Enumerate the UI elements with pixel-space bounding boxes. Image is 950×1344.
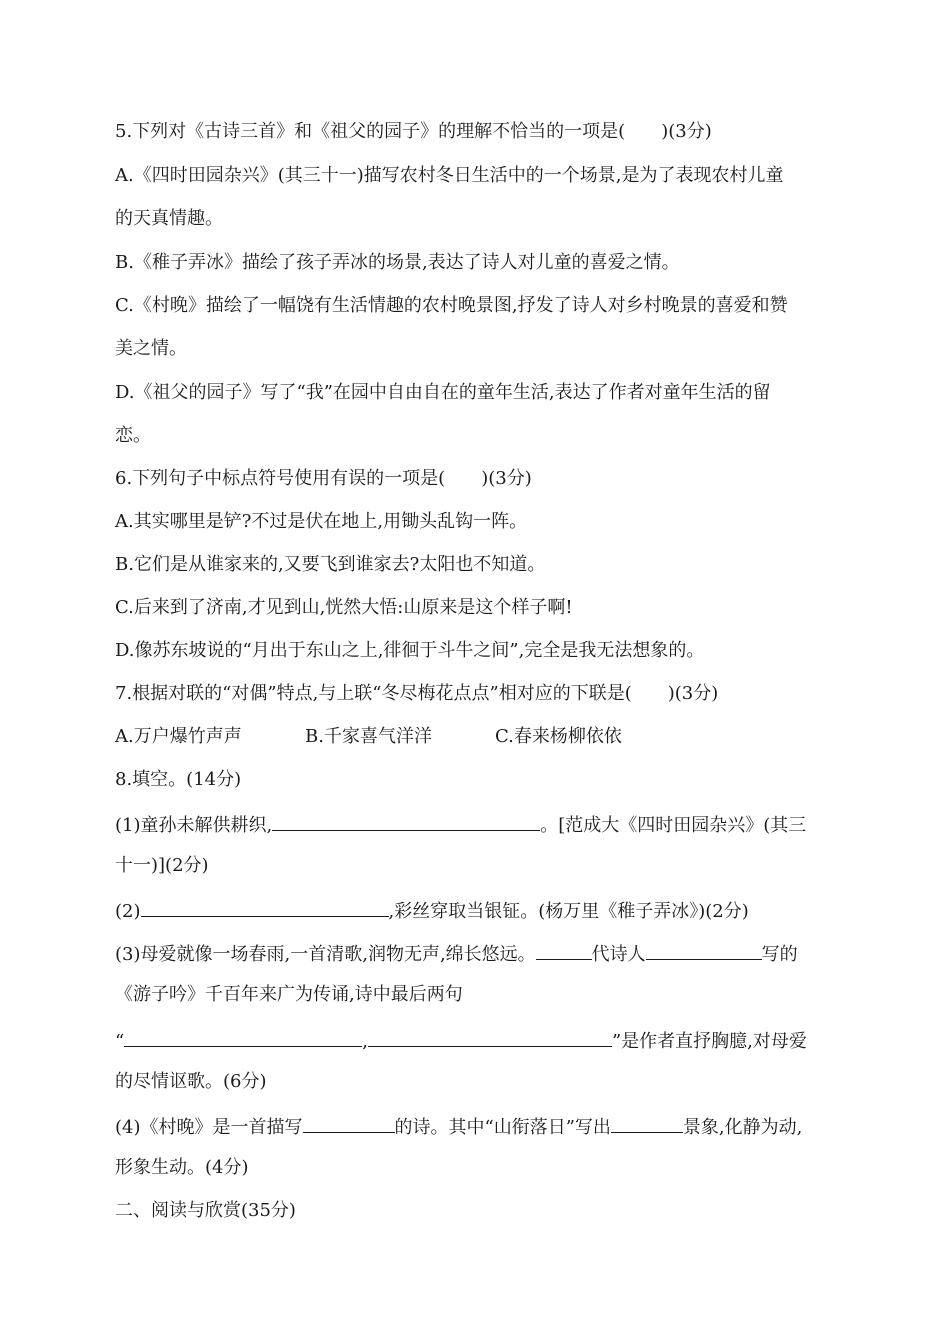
q8-stem: 8.填空。(14分) [115, 769, 242, 790]
q8-part1-line2: 十一)](2分) [115, 855, 209, 876]
q5-option-d-line2: 恋。 [115, 425, 151, 446]
q8-part4-line1 [115, 1110, 840, 1140]
q7-options [115, 722, 840, 752]
q5-option-b: B.《稚子弄冰》描绘了孩子弄冰的场景,表达了诗人对儿童的喜爱之情。 [115, 252, 680, 273]
q8-part4-prefix: (4)《村晚》是一首描写 [115, 1117, 303, 1138]
q8-part3-line1 [115, 937, 840, 967]
q5-option-c-line2: 美之情。 [115, 338, 187, 359]
q8-part3-comma: , [362, 1031, 368, 1052]
q5-option-a-line2: 的天真情趣。 [115, 208, 223, 229]
q6-stem: 6.下列句子中标点符号使用有误的一项是( )(3分) [115, 468, 532, 489]
q8-part1-answer-blank[interactable] [272, 808, 540, 831]
q6-option-b: B.它们是从谁家来的,又要飞到谁家去?太阳也不知道。 [115, 554, 546, 575]
q8-part3-line4: 的尽情讴歌。(6分) [115, 1071, 267, 1092]
q8-part3-verse2-blank[interactable] [368, 1024, 612, 1047]
section-2-heading: 二、阅读与欣赏(35分) [115, 1200, 296, 1221]
q8-part2-suffix: ,彩丝穿取当银钲。(杨万里《稚子弄冰》)(2分) [388, 901, 749, 922]
q8-part4-mid: 的诗。其中“山衔落日”写出 [394, 1117, 611, 1138]
q6-option-d: D.像苏东坡说的“月出于东山之上,徘徊于斗牛之间”,完全是我无法想象的。 [115, 640, 705, 661]
q8-part1-suffix: 。[范成大《四时田园杂兴》(其三 [540, 815, 807, 836]
q8-part3-suffix: 写的 [761, 944, 798, 965]
q8-part4-scene-blank[interactable] [611, 1110, 683, 1133]
q8-part4-suffix: 景象,化静为动, [682, 1117, 803, 1138]
q8-part2 [115, 894, 840, 924]
q7-option-b: B.千家喜气洋洋 [305, 726, 432, 747]
q8-part4-line2: 形象生动。(4分) [115, 1157, 249, 1178]
q8-part3-verse1-blank[interactable] [124, 1024, 362, 1047]
q7-option-c: C.春来杨柳依依 [495, 726, 622, 747]
q8-part3-dynasty-blank[interactable] [536, 937, 592, 960]
q5-option-a-line1: A.《四时田园杂兴》(其三十一)描写农村冬日生活中的一个场景,是为了表现农村儿童 [115, 165, 784, 186]
q8-part1-line1 [115, 808, 840, 838]
q5-stem: 5.下列对《古诗三首》和《祖父的园子》的理解不恰当的一项是( )(3分) [115, 121, 712, 142]
q6-option-a: A.其实哪里是铲?不过是伏在地上,用锄头乱钩一阵。 [115, 511, 528, 532]
q7-option-a: A.万户爆竹声声 [115, 726, 242, 747]
q8-part3-line2: 《游子吟》千百年来广为传诵,诗中最后两句 [115, 984, 463, 1005]
q5-option-d-line1: D.《祖父的园子》写了“我”在园中自由自在的童年生活,表达了作者对童年生活的留 [115, 382, 771, 403]
q8-part4-theme-blank[interactable] [303, 1110, 395, 1133]
q8-part1-prefix: (1)童孙未解供耕织, [115, 815, 273, 836]
q8-part3-poet-blank[interactable] [646, 937, 762, 960]
q8-part2-prefix: (2) [115, 901, 141, 922]
q8-part2-answer-blank[interactable] [141, 894, 389, 917]
q8-part3-close: ”是作者直抒胸臆,对母爱 [611, 1031, 807, 1052]
q7-stem: 7.根据对联的“对偶”特点,与上联“冬尽梅花点点”相对应的下联是( )(3分) [115, 683, 719, 704]
q5-option-c-line1: C.《村晚》描绘了一幅饶有生活情趣的农村晚景图,抒发了诗人对乡村晚景的喜爱和赞 [115, 295, 788, 316]
q6-option-c: C.后来到了济南,才见到山,恍然大悟:山原来是这个样子啊! [115, 597, 573, 618]
q8-part3-mid: 代诗人 [591, 944, 646, 965]
q8-part3-prefix: (3)母爱就像一场春雨,一首清歌,润物无声,绵长悠远。 [115, 944, 536, 965]
q8-part3-open-quote: “ [115, 1031, 125, 1052]
q8-part3-line3 [115, 1024, 840, 1054]
